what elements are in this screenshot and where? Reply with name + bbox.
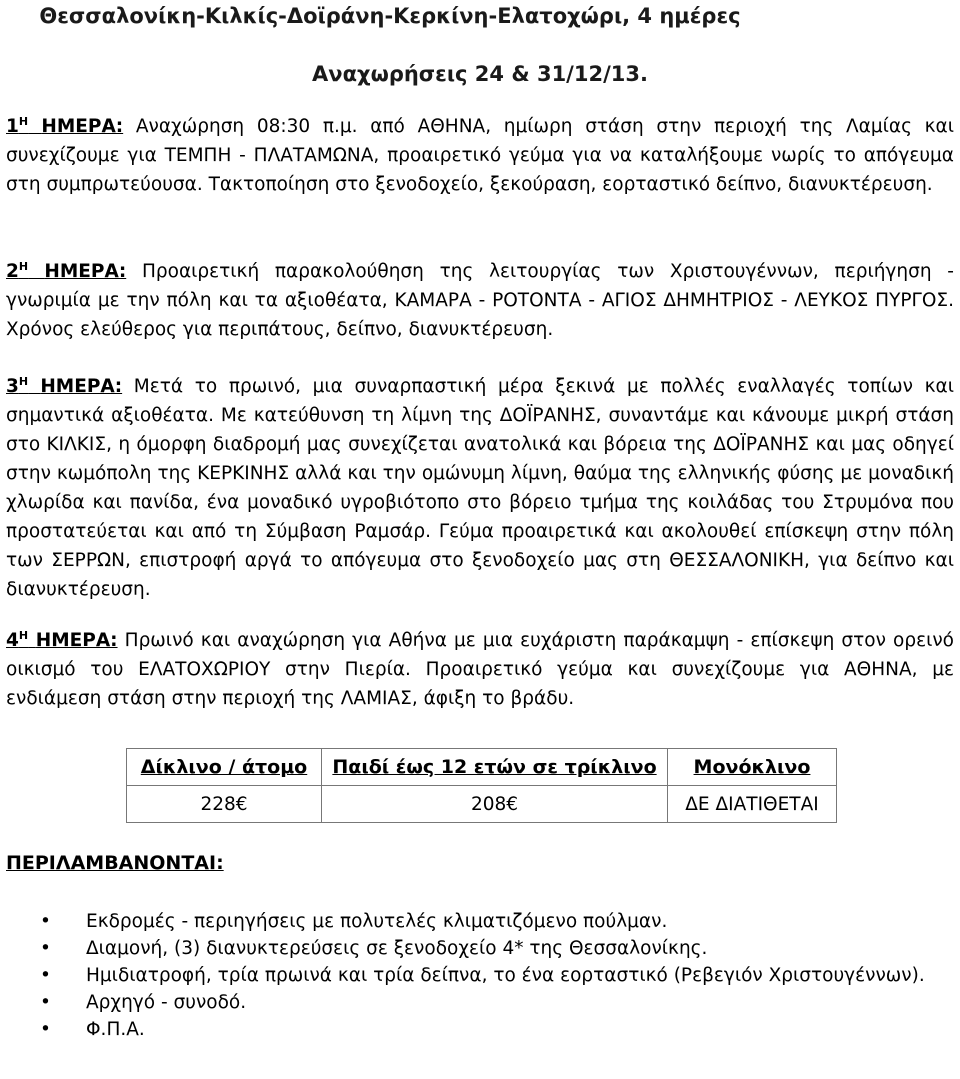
bullet-icon: • [40, 1019, 51, 1040]
price-table-row [127, 786, 837, 823]
price-header-single: Μονόκλινο [668, 749, 837, 786]
bullet-icon: • [40, 911, 51, 932]
price-single: ΔΕ ΔΙΑΤΙΘΕΤΑΙ [668, 786, 837, 823]
list-item: • Ημιδιατροφή, τρία πρωινά και τρία δείπνα, το ένα εορταστικό (Ρεβεγιόν Χριστουγέννων). [6, 962, 954, 989]
list-item: • Φ.Π.Α. [6, 1016, 954, 1043]
includes-heading: ΠΕΡΙΛΑΜΒΑΝΟΝΤΑΙ: [6, 852, 224, 874]
day-2-paragraph [6, 257, 954, 344]
list-item: • Διαμονή, (3) διανυκτερεύσεις σε ξενοδοχείο 4* της Θεσσαλονίκης. [6, 935, 954, 962]
day-2-label: $2^H$ ΗΜΕΡΑ: [6, 259, 127, 282]
page-title: Θεσσαλονίκη-Κιλκίς-Δοϊράνη-Κερκίνη-Ελατοχώρι, 4 ημέρες [39, 4, 741, 28]
day-1-paragraph [6, 112, 954, 199]
list-item: • Αρχηγό - συνοδό. [6, 989, 954, 1016]
day-4-paragraph [6, 626, 954, 713]
day-1-label: $1^H$ ΗΜΕΡΑ: [6, 114, 124, 137]
day-2-text: Προαιρετική παρακολούθηση της λειτουργίας των Χριστουγέννων, περιήγηση - γνωριμία με την πόλη και τα αξιοθέατα, ΚΑΜΑΡΑ - ΡΟΤΟΝΤΑ - ΑΓΙΟΣ ΔΗΜΗΤΡΙΟΣ - ΛΕΥΚΟΣ ΠΥΡΓΟΣ. Χρόνος ελεύθερος για περιπάτους, δείπνο, διανυκτέρευση. [6, 261, 954, 340]
price-double: 228€ [127, 786, 322, 823]
price-table-header-row [127, 749, 837, 786]
day-3-text: Μετά το πρωινό, μια συναρπαστική μέρα ξεκινά με πολλές εναλλαγές τοπίων και σημαντικά αξιοθέατα. Με κατεύθυνση τη λίμνη της ΔΟΪΡΑΝΗΣ, συναντάμε και κάνουμε μικρή στάση στο ΚΙΛΚΙΣ, η όμορφη διαδρομή μας συνεχίζεται ανατολικά και βόρεια της ΔΟΪΡΑΝΗΣ και μας οδηγεί στην κωμόπολη της ΚΕΡΚΙΝΗΣ αλλά και την ομώνυμη λίμνη, θαύμα της ελληνικής φύσης με μοναδική χλωρίδα και πανίδα, ένα μοναδικό υγροβιότοπο στο βόρειο τμήμα της κοιλάδας του Στρυμόνα που προστατεύεται και από τη Σύμβαση Ραμσάρ. Γεύμα προαιρετικά και ακολουθεί επίσκεψη στην πόλη των ΣΕΡΡΩΝ, επιστροφή αργά το απόγευμα στο ξενοδοχείο μας στη ΘΕΣΣΑΛΟΝΙΚΗ, για δείπνο και διανυκτέρευση. [6, 376, 954, 600]
bullet-icon: • [40, 992, 51, 1013]
bullet-icon: • [40, 965, 51, 986]
price-child: 208€ [322, 786, 668, 823]
day-4-text: Πρωινό και αναχώρηση για Αθήνα με μια ευχάριστη παράκαμψη - επίσκεψη στον ορεινό οικισμό του ΕΛΑΤΟΧΩΡΙΟΥ στην Πιερία. Προαιρετικό γεύμα και συνεχίζουμε για ΑΘΗΝΑ, με ενδιάμεση στάση στην περιοχή της ΛΑΜΙΑΣ, άφιξη το βράδυ. [6, 630, 954, 709]
list-item: • Εκδρομές - περιηγήσεις με πολυτελές κλιματιζόμενο πούλμαν. [6, 908, 954, 935]
price-header-child: Παιδί έως 12 ετών σε τρίκλινο [322, 749, 668, 786]
price-table [126, 748, 837, 823]
day-4-label: $4^H$ ΗΜΕΡΑ: [6, 628, 118, 651]
departures-heading: Αναχωρήσεις 24 & 31/12/13. [312, 62, 648, 86]
day-3-label: $3^H$ ΗΜΕΡΑ: [6, 374, 123, 397]
price-header-double: Δίκλινο / άτομο [127, 749, 322, 786]
includes-list [6, 908, 954, 1043]
day-3-paragraph [6, 372, 954, 604]
bullet-icon: • [40, 938, 51, 959]
day-1-text: Αναχώρηση 08:30 π.μ. από ΑΘΗΝΑ, ημίωρη στάση στην περιοχή της Λαμίας και συνεχίζουμε για ΤΕΜΠΗ - ΠΛΑΤΑΜΩΝΑ, προαιρετικό γεύμα για να καταλήξουμε νωρίς το απόγευμα στη συμπρωτεύουσα. Τακτοποίηση στο ξενοδοχείο, ξεκούραση, εορταστικό δείπνο, διανυκτέρευση. [6, 116, 954, 195]
